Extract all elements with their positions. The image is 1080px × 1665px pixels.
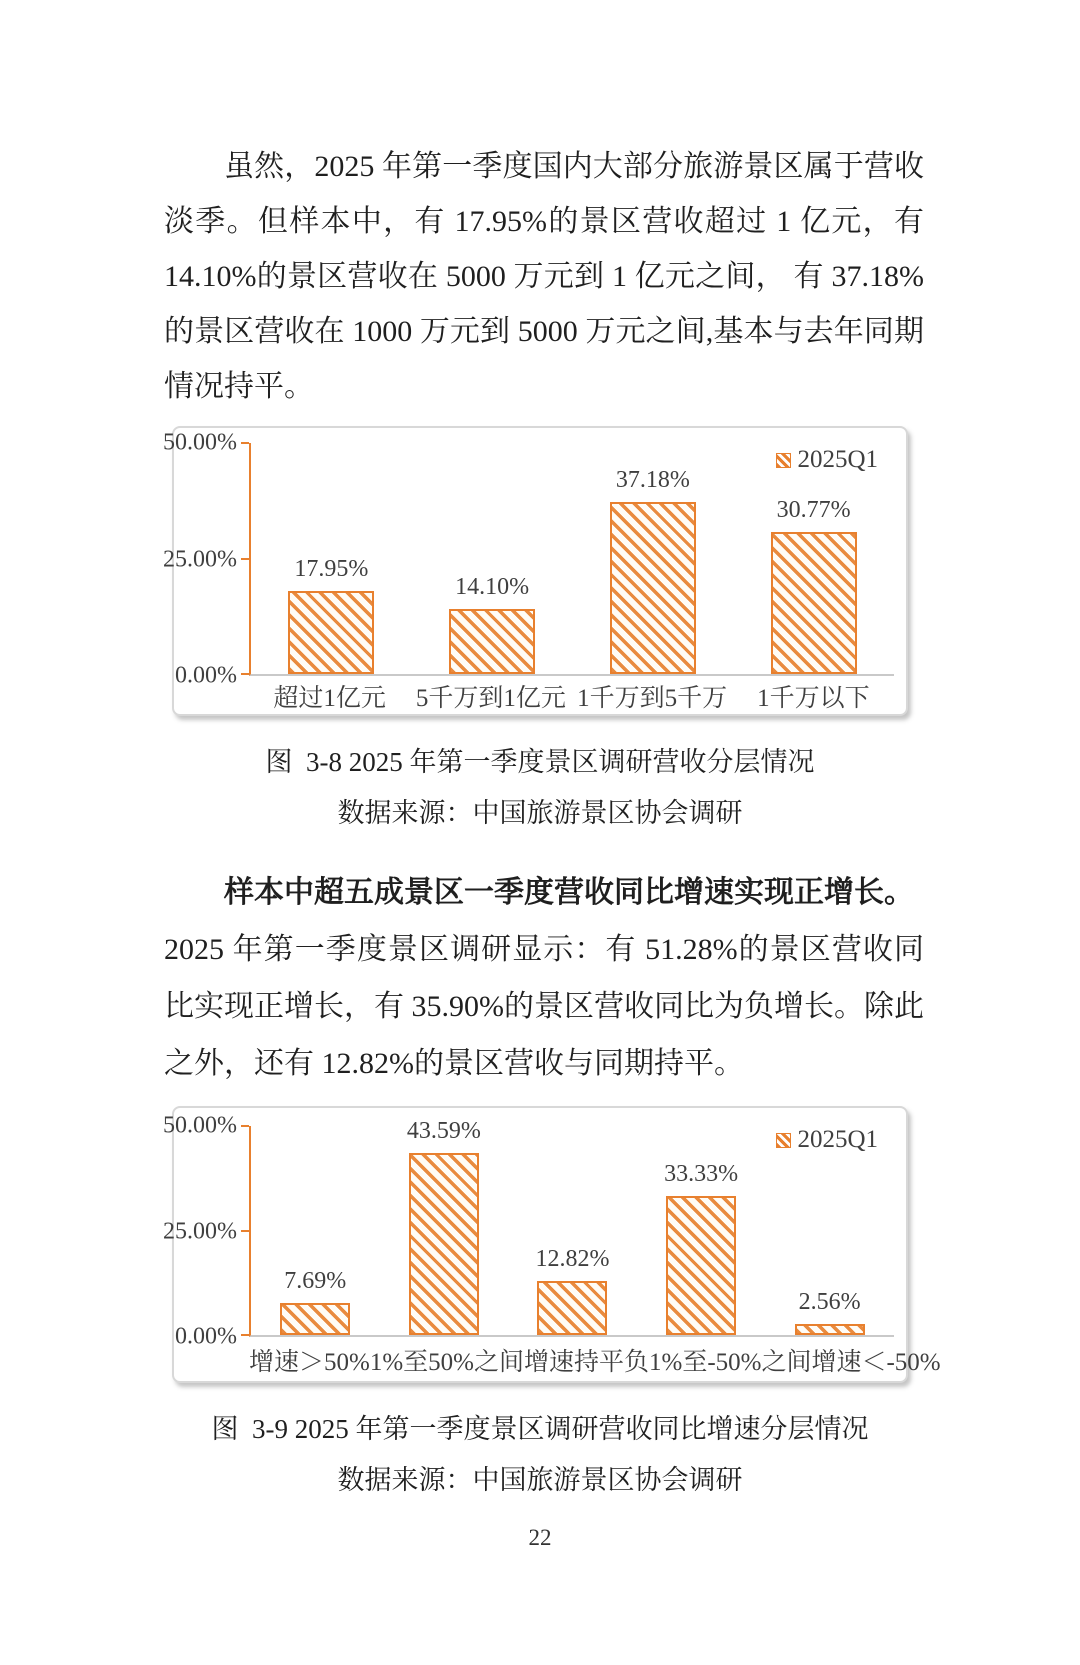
bar-value-label: 2.56% xyxy=(798,1289,861,1316)
y-axis-labels xyxy=(163,429,237,689)
y-axis-tick-label: 25.00% xyxy=(163,1218,237,1244)
bar-2025Q1 xyxy=(610,502,696,674)
x-axis-labels xyxy=(249,1343,941,1377)
y-axis-tick xyxy=(241,1125,249,1127)
category-label: 增速＜-50% xyxy=(811,1349,941,1376)
y-axis-tick-label: 50.00% xyxy=(163,1112,237,1139)
category-slot xyxy=(251,1126,380,1335)
y-axis-tick-label: 25.00% xyxy=(163,546,237,572)
category-slot xyxy=(380,1117,509,1335)
growth-paragraph-body: 2025 年第一季度景区调研显示：有 51.28%的景区营收同比实现正增长，有 35.90%的景区营收同比为负增长。除此之外，还有 12.82%的景区营收与同期持平。 xyxy=(164,933,924,1080)
bar-value-label: 30.77% xyxy=(776,496,851,523)
bar-2025Q1 xyxy=(409,1153,479,1335)
page-number: 22 xyxy=(528,1525,552,1550)
y-axis-tick xyxy=(241,1334,249,1336)
category-label: 负1%至-50%之间 xyxy=(624,1349,812,1376)
legend-hatch-swatch-icon xyxy=(776,1133,791,1148)
report-page xyxy=(0,139,1080,1665)
bar-2025Q1 xyxy=(666,1196,736,1335)
revenue-tier-chart xyxy=(163,426,908,716)
figure-3-8-source: 数据来源：中国旅游景区协会调研 xyxy=(337,798,743,828)
plot xyxy=(249,1117,894,1337)
x-axis-labels xyxy=(249,680,894,712)
figure-3-8-caption: 图 3-8 2025 年第一季度景区调研营收分层情况 xyxy=(265,747,815,777)
plot-area xyxy=(251,1117,894,1335)
category-label: 1%至50%之间 xyxy=(369,1349,524,1376)
bar-2025Q1 xyxy=(771,532,857,674)
figure-3-9-source: 数据来源：中国旅游景区协会调研 xyxy=(337,1465,743,1495)
y-axis-tick xyxy=(241,442,249,444)
figure-3-9-caption: 图 3-9 2025 年第一季度景区调研营收同比增速分层情况 xyxy=(211,1414,869,1444)
intro-paragraph: 虽然，2025 年第一季度国内大部分旅游景区属于营收淡季。但样本中，有 17.95%的景区营收超过 1 亿元，有 14.10%的景区营收在 5000 万元到 1 亿元之间， 有 37.18%的景区营收在 1000 万元到 5000 万元之间,基本与去年同期情况持平。 xyxy=(164,150,924,403)
y-axis-labels xyxy=(163,1112,237,1350)
bar-value-label: 14.10% xyxy=(455,573,530,600)
category-label: 增速持平 xyxy=(523,1349,624,1376)
bar-2025Q1 xyxy=(280,1303,350,1335)
growth-tier-chart xyxy=(163,1106,941,1383)
category-label: 1千万以下 xyxy=(757,685,870,712)
y-axis-tick xyxy=(241,558,249,560)
category-label: 超过1亿元 xyxy=(273,685,386,712)
y-axis-tick-label: 0.00% xyxy=(175,662,237,689)
bar-value-label: 43.59% xyxy=(406,1117,481,1144)
category-slot xyxy=(251,443,412,674)
plot xyxy=(249,443,894,676)
legend-label: 2025Q1 xyxy=(797,1126,878,1153)
category-slot xyxy=(733,443,894,674)
category-slot xyxy=(573,443,734,674)
bar-value-label: 37.18% xyxy=(615,467,690,494)
bar-2025Q1 xyxy=(795,1324,865,1335)
y-axis-tick-label: 0.00% xyxy=(175,1323,237,1350)
y-axis-tick-label: 50.00% xyxy=(163,429,237,456)
bar-value-label: 12.82% xyxy=(535,1246,610,1273)
y-axis-tick xyxy=(241,1230,249,1232)
bar-2025Q1 xyxy=(288,591,374,674)
growth-paragraph xyxy=(164,864,924,1092)
section-heading: 样本中超五成景区一季度营收同比增速实现正增长。 xyxy=(224,876,914,909)
bar-2025Q1 xyxy=(537,1281,607,1335)
legend-hatch-swatch-icon xyxy=(776,453,791,468)
chart-legend xyxy=(776,446,878,474)
category-slot xyxy=(637,1126,766,1335)
bar-value-label: 17.95% xyxy=(294,556,369,583)
bar-value-label: 33.33% xyxy=(664,1160,739,1187)
category-slot xyxy=(508,1126,637,1335)
category-slot xyxy=(765,1126,894,1335)
chart-legend xyxy=(776,1126,878,1154)
category-label: 1千万到5千万 xyxy=(577,685,728,712)
plot-area xyxy=(251,443,894,674)
category-label: 5千万到1亿元 xyxy=(415,685,566,712)
y-axis-tick xyxy=(241,673,249,675)
bar-value-label: 7.69% xyxy=(284,1267,347,1294)
category-slot xyxy=(412,443,573,674)
bar-2025Q1 xyxy=(449,609,535,674)
category-label: 增速＞50% xyxy=(249,1349,370,1376)
legend-label: 2025Q1 xyxy=(797,446,878,473)
